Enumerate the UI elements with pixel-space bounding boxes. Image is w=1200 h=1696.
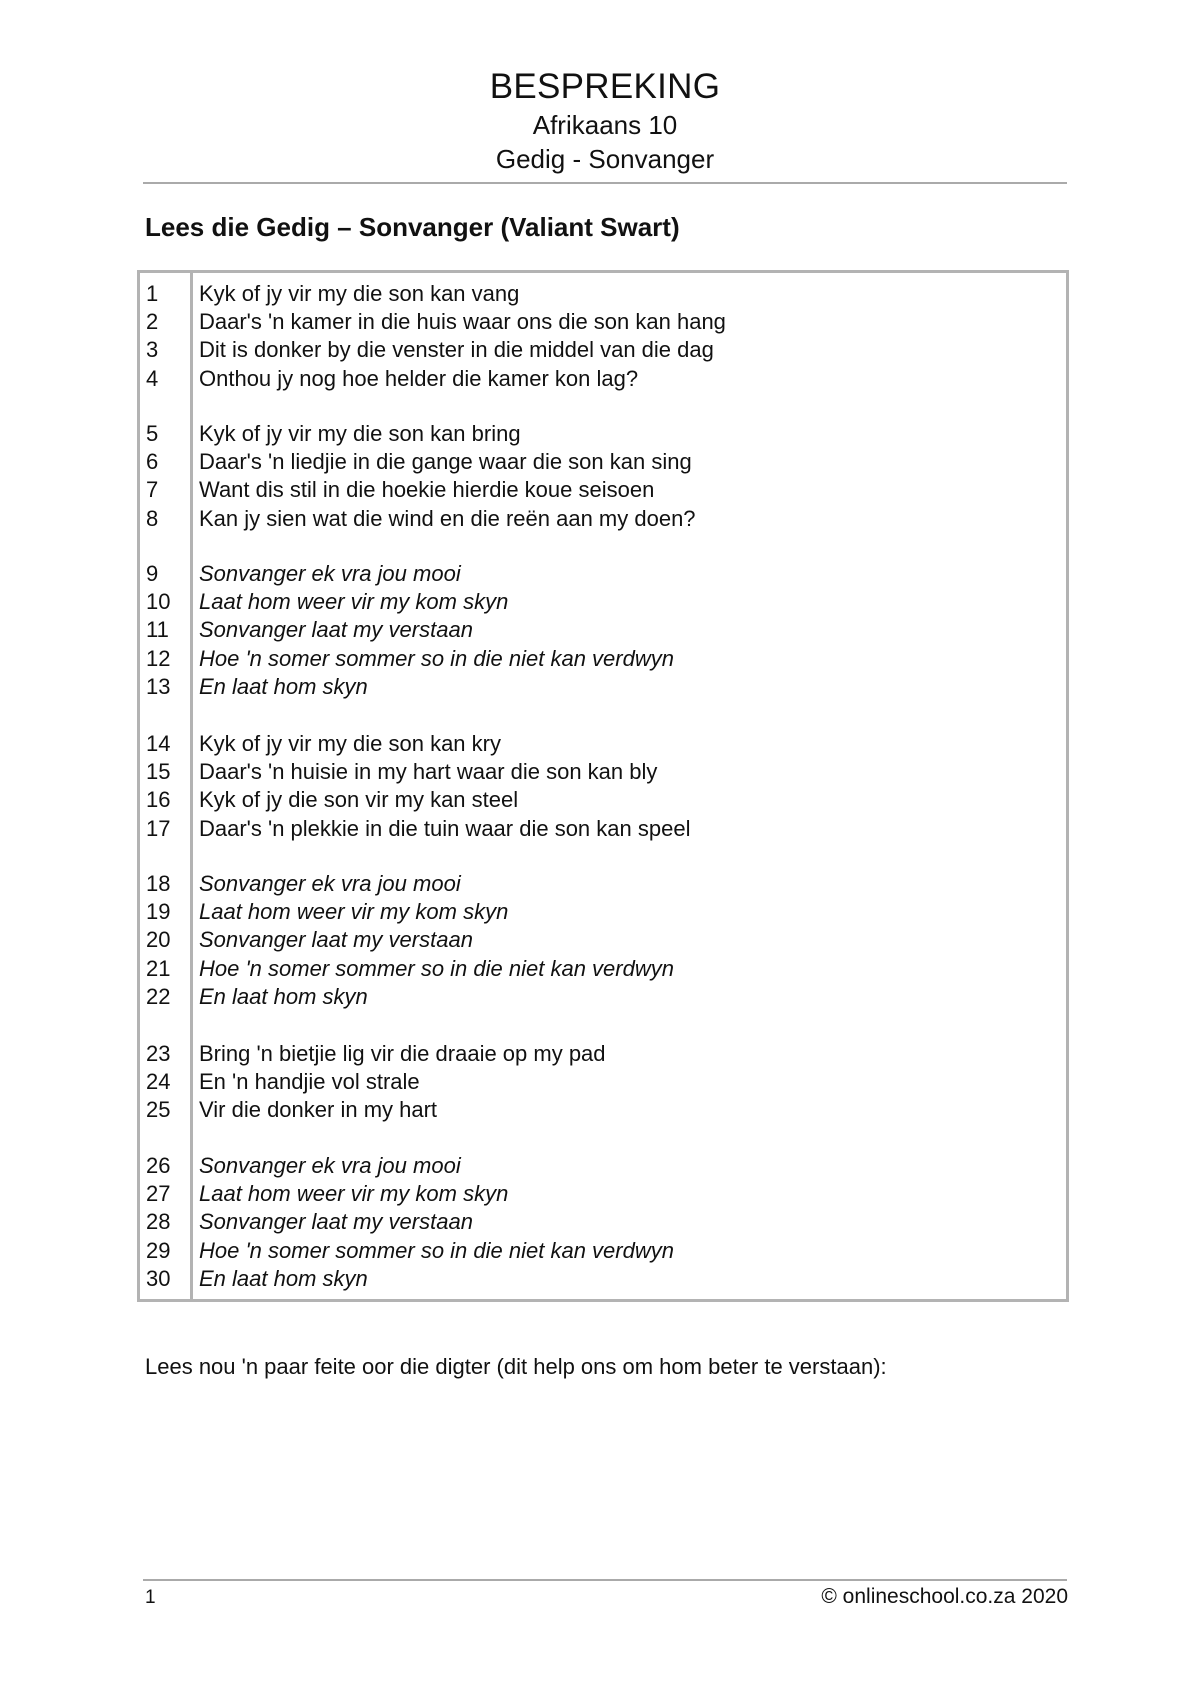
line-number: 3 — [146, 337, 159, 363]
poem-line — [146, 280, 1046, 308]
poem-line — [146, 560, 1046, 588]
line-text: En 'n handjie vol strale — [199, 1069, 420, 1095]
line-number: 2 — [146, 309, 159, 335]
poem-line — [146, 730, 1046, 758]
line-number: 13 — [146, 673, 171, 699]
line-text: Hoe 'n somer sommer so in die niet kan verdwyn — [199, 1237, 674, 1263]
line-text: Vir die donker in my hart — [199, 1097, 438, 1123]
poem-line — [146, 476, 1046, 504]
line-text: Want dis stil in die hoekie hierdie koue seisoen — [199, 477, 655, 503]
line-text: Sonvanger ek vra jou mooi — [199, 561, 461, 587]
line-text: Sonvanger laat my verstaan — [199, 1209, 473, 1235]
line-text: Kyk of jy vir my die son kan vang — [199, 281, 520, 307]
poem-line — [146, 420, 1046, 448]
line-text: En laat hom skyn — [199, 983, 368, 1009]
poem-line — [146, 870, 1046, 898]
line-text: En laat hom skyn — [199, 673, 368, 699]
line-text: Laat hom weer vir my kom skyn — [199, 1181, 509, 1207]
poem-line — [146, 1180, 1046, 1208]
poem-line — [146, 588, 1046, 616]
intro-text: Lees nou 'n paar feite oor die digter (dit help ons om hom beter te verstaan): — [145, 1354, 887, 1379]
poem-line — [146, 308, 1046, 336]
poem-line — [146, 1152, 1046, 1180]
poem-stanza-7-chorus — [146, 1152, 1046, 1293]
line-number: 22 — [146, 983, 171, 1009]
copyright-notice: © onlineschool.co.za 2020 — [821, 1585, 1068, 1608]
line-number: 9 — [146, 561, 159, 587]
poem-stanza-6 — [146, 1040, 1046, 1125]
poem-line — [146, 898, 1046, 926]
line-number: 7 — [146, 477, 159, 503]
line-number: 27 — [146, 1181, 171, 1207]
line-text: Daar's 'n huisie in my hart waar die son kan bly — [199, 759, 658, 785]
line-number: 14 — [146, 731, 171, 757]
line-text: Daar's 'n kamer in die huis waar ons die son kan hang — [199, 309, 726, 335]
line-text: Laat hom weer vir my kom skyn — [199, 589, 509, 615]
poem-line — [146, 1040, 1046, 1068]
line-text: Kyk of jy vir my die son kan kry — [199, 731, 501, 757]
section-heading: Lees die Gedig – Sonvanger (Valiant Swart) — [145, 212, 680, 242]
poem-stanza-2 — [146, 420, 1046, 533]
line-number: 25 — [146, 1097, 171, 1123]
line-text: Sonvanger ek vra jou mooi — [199, 1153, 461, 1179]
poem-stanza-3-chorus — [146, 560, 1046, 701]
line-number: 4 — [146, 365, 159, 391]
poem-line — [146, 673, 1046, 701]
subject-label: Afrikaans 10 — [532, 110, 678, 140]
poem-line — [146, 786, 1046, 814]
poem-stanza-4 — [146, 730, 1046, 843]
line-text: Hoe 'n somer sommer so in die niet kan verdwyn — [199, 955, 674, 981]
poem-line — [146, 1208, 1046, 1236]
line-text: En laat hom skyn — [199, 1265, 368, 1291]
poem-line — [146, 448, 1046, 476]
poem-line — [146, 336, 1046, 364]
line-text: Bring 'n bietjie lig vir die draaie op my pad — [199, 1041, 606, 1067]
header-divider — [143, 182, 1067, 184]
line-number: 6 — [146, 449, 159, 475]
poem-line — [146, 365, 1046, 393]
poem-line — [146, 1068, 1046, 1096]
poem-line — [146, 1237, 1046, 1265]
line-number: 28 — [146, 1209, 171, 1235]
poem-stanza-5-chorus — [146, 870, 1046, 1011]
poem-line — [146, 1265, 1046, 1293]
poem-line — [146, 1096, 1046, 1124]
line-number: 26 — [146, 1153, 171, 1179]
line-number: 29 — [146, 1237, 171, 1263]
line-number: 20 — [146, 927, 171, 953]
line-number: 11 — [146, 617, 169, 643]
poem-line — [146, 645, 1046, 673]
line-text: Daar's 'n plekkie in die tuin waar die son kan speel — [199, 815, 691, 841]
line-number: 12 — [146, 645, 171, 671]
line-number: 15 — [146, 759, 171, 785]
poem-line — [146, 505, 1046, 533]
line-number: 24 — [146, 1069, 171, 1095]
topic-label: Gedig - Sonvanger — [495, 144, 715, 174]
line-text: Sonvanger ek vra jou mooi — [199, 871, 461, 897]
poem-line — [146, 955, 1046, 983]
poem-line — [146, 926, 1046, 954]
poem-line — [146, 983, 1046, 1011]
page-header — [143, 66, 1067, 176]
line-number: 30 — [146, 1265, 171, 1291]
footer-divider — [143, 1579, 1067, 1581]
line-number: 1 — [146, 281, 159, 307]
line-text: Sonvanger laat my verstaan — [199, 927, 473, 953]
line-number: 18 — [146, 871, 171, 897]
line-number: 19 — [146, 899, 171, 925]
poem-line — [146, 616, 1046, 644]
page-number: 1 — [145, 1587, 156, 1608]
line-text: Hoe 'n somer sommer so in die niet kan verdwyn — [199, 645, 674, 671]
line-number: 8 — [146, 505, 159, 531]
line-text: Laat hom weer vir my kom skyn — [199, 899, 509, 925]
poem-line — [146, 815, 1046, 843]
poem-line — [146, 758, 1046, 786]
line-number: 21 — [146, 955, 171, 981]
line-text: Daar's 'n liedjie in die gange waar die son kan sing — [199, 449, 692, 475]
line-text: Kyk of jy die son vir my kan steel — [199, 787, 519, 813]
line-number: 23 — [146, 1041, 171, 1067]
line-number: 17 — [146, 815, 171, 841]
line-text: Sonvanger laat my verstaan — [199, 617, 473, 643]
line-text: Dit is donker by die venster in die middel van die dag — [199, 337, 714, 363]
line-text: Kan jy sien wat die wind en die reën aan my doen? — [199, 505, 696, 531]
line-number: 10 — [146, 589, 171, 615]
line-text: Onthou jy nog hoe helder die kamer kon lag? — [199, 365, 639, 391]
line-number: 16 — [146, 787, 171, 813]
poem-stanza-1 — [146, 280, 1046, 393]
line-text: Kyk of jy vir my die son kan bring — [199, 421, 521, 447]
line-number: 5 — [146, 421, 159, 447]
page-title: BESPREKING — [489, 67, 721, 106]
